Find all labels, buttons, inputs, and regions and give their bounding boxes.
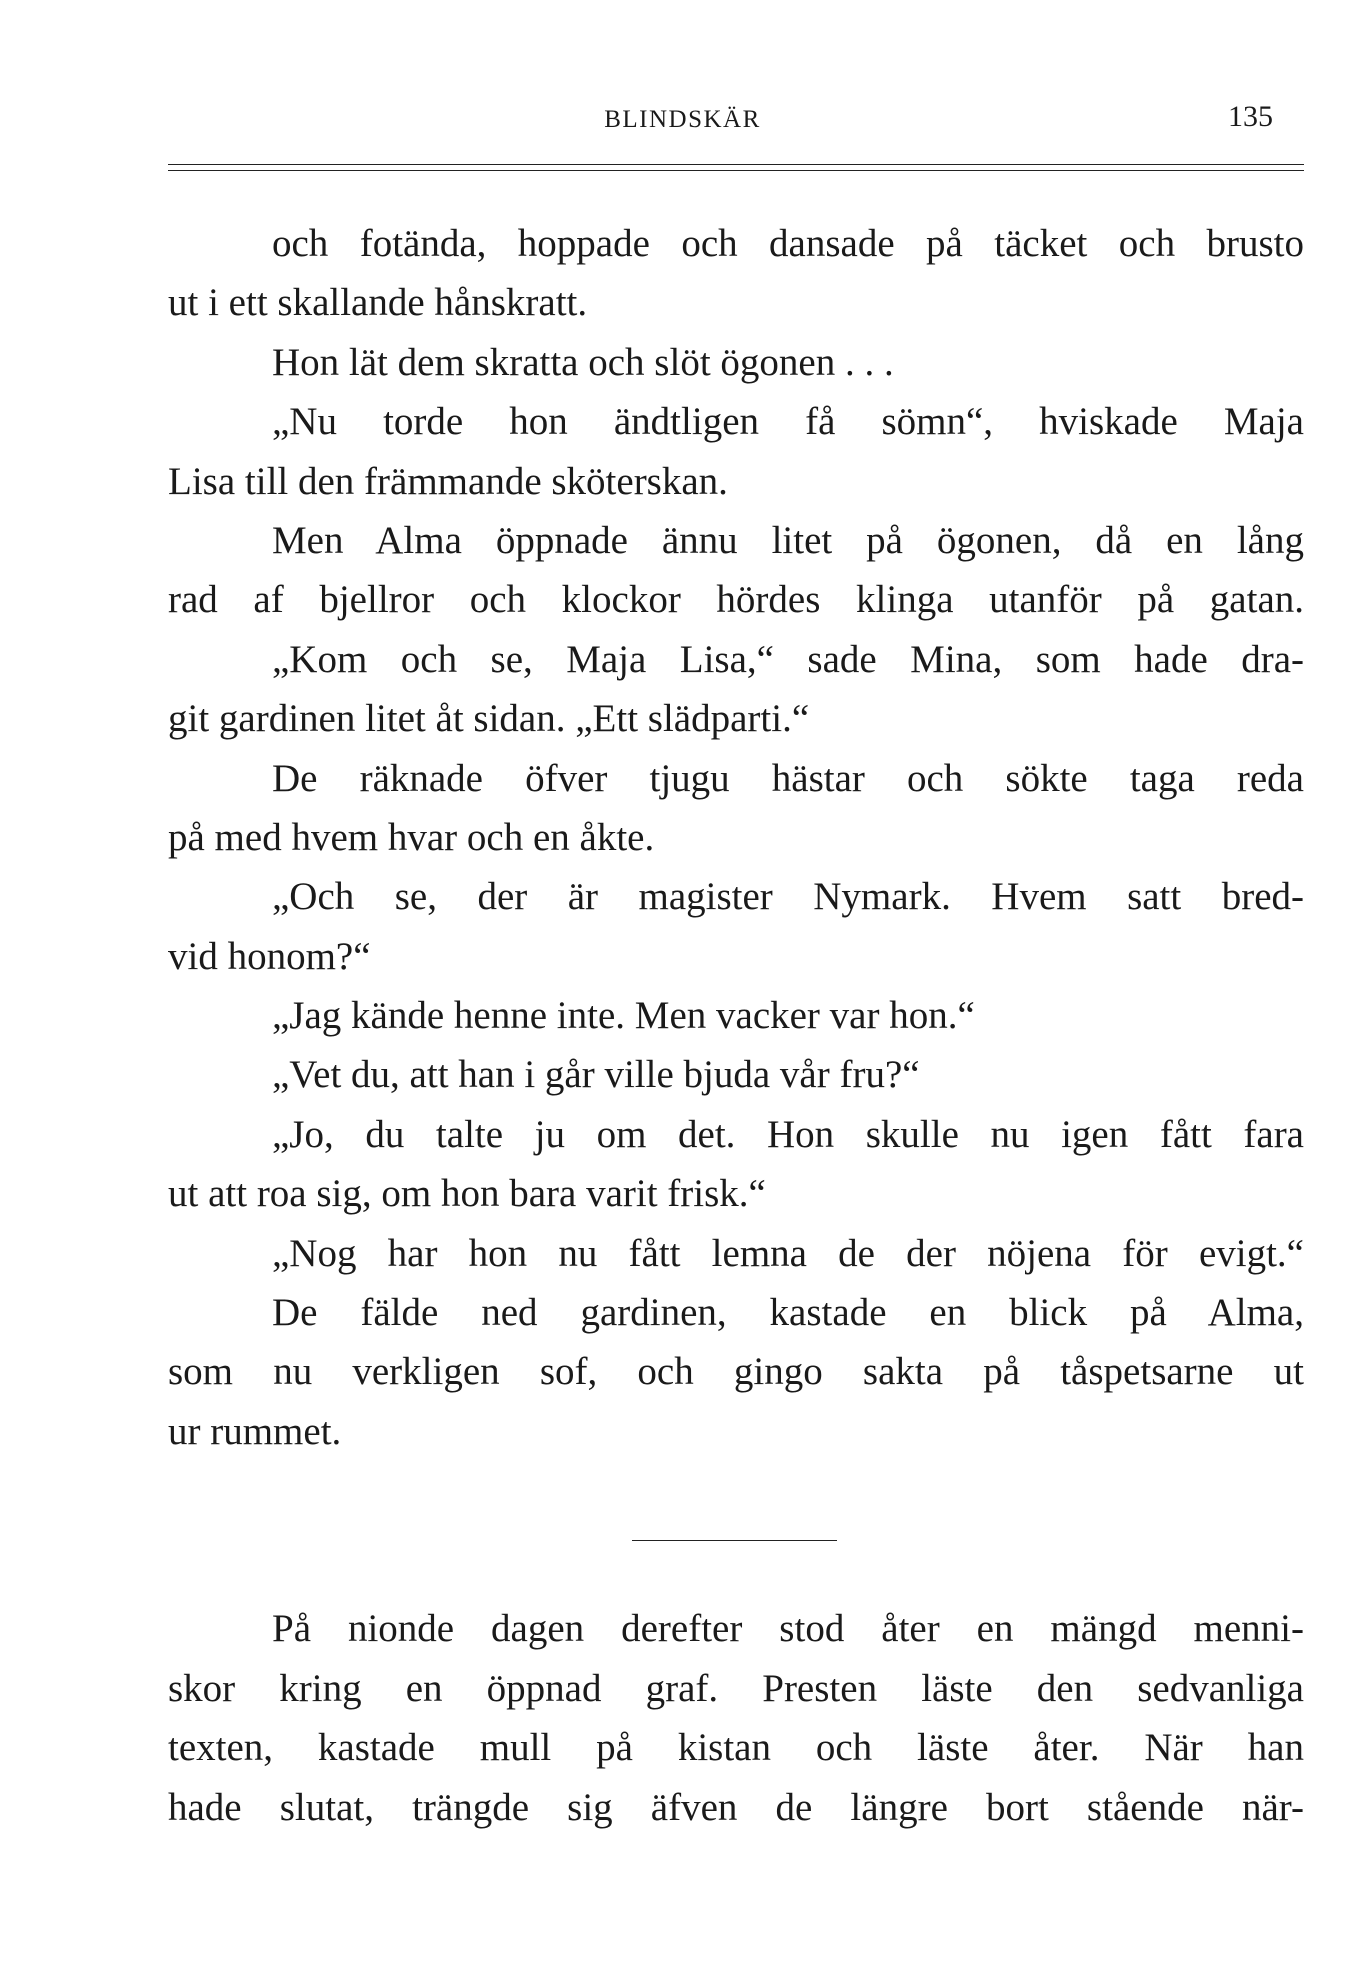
text-line: ut att roa sig, om hon bara varit frisk.“ bbox=[168, 1172, 766, 1216]
text-line: På nionde dagen derefter stod åter en mängd menni- bbox=[272, 1607, 1304, 1650]
text-line: rad af bjellror och klockor hördes klinga utanför på gatan. bbox=[168, 578, 1304, 622]
text-line: De fälde ned gardinen, kastade en blick på Alma, bbox=[272, 1291, 1304, 1335]
text-line: „Jag kände henne inte. Men vacker var hon.“ bbox=[272, 994, 975, 1038]
text-line: skor kring en öppnad graf. Presten läste den sedvanliga bbox=[168, 1666, 1304, 1710]
body-text-section-2 bbox=[168, 1599, 1304, 1837]
body-text bbox=[168, 214, 1304, 1461]
text-line: Lisa till den främmande sköterskan. bbox=[168, 459, 728, 503]
header-rule-bottom bbox=[168, 170, 1304, 171]
text-line: Men Alma öppnade ännu litet på ögonen, då en lång bbox=[272, 518, 1304, 562]
text-line: „Jo, du talte ju om det. Hon skulle nu igen fått fara bbox=[272, 1112, 1304, 1156]
text-line: „Och se, der är magister Nymark. Hvem satt bred- bbox=[272, 875, 1304, 919]
text-line: „Vet du, att han i går ville bjuda vår fru?“ bbox=[272, 1053, 920, 1097]
section-break-rule bbox=[632, 1540, 837, 1541]
text-line: texten, kastade mull på kistan och läste åter. När han bbox=[168, 1726, 1304, 1769]
text-line: ur rummet. bbox=[168, 1409, 342, 1453]
page-number: 135 bbox=[1228, 100, 1273, 133]
header-rule-top bbox=[168, 164, 1304, 165]
text-line: vid honom?“ bbox=[168, 934, 371, 978]
text-line: Hon lät dem skratta och slöt ögonen . . . bbox=[272, 340, 894, 384]
text-line: som nu verkligen sof, och gingo sakta på tåspetsarne ut bbox=[168, 1350, 1304, 1394]
text-line: hade slutat, trängde sig äfven de längre bort stående när- bbox=[168, 1785, 1304, 1829]
text-line: „Kom och se, Maja Lisa,“ sade Mina, som hade dra- bbox=[272, 637, 1304, 681]
text-line: De räknade öfver tjugu hästar och sökte taga reda bbox=[272, 756, 1304, 800]
text-line: och fotända, hoppade och dansade på täcket och brusto bbox=[272, 222, 1304, 265]
text-line: „Nog har hon nu fått lemna de der nöjena för evigt.“ bbox=[272, 1231, 1304, 1275]
running-header bbox=[0, 100, 1365, 140]
text-line: ut i ett skallande hånskratt. bbox=[168, 281, 588, 325]
text-line: på med hvem hvar och en åkte. bbox=[168, 815, 655, 859]
text-line: git gardinen litet åt sidan. „Ett slädparti.“ bbox=[168, 697, 810, 741]
text-line: „Nu torde hon ändtligen få sömn“, hviskade Maja bbox=[272, 400, 1304, 444]
running-title: BLINDSKÄR bbox=[604, 106, 761, 133]
